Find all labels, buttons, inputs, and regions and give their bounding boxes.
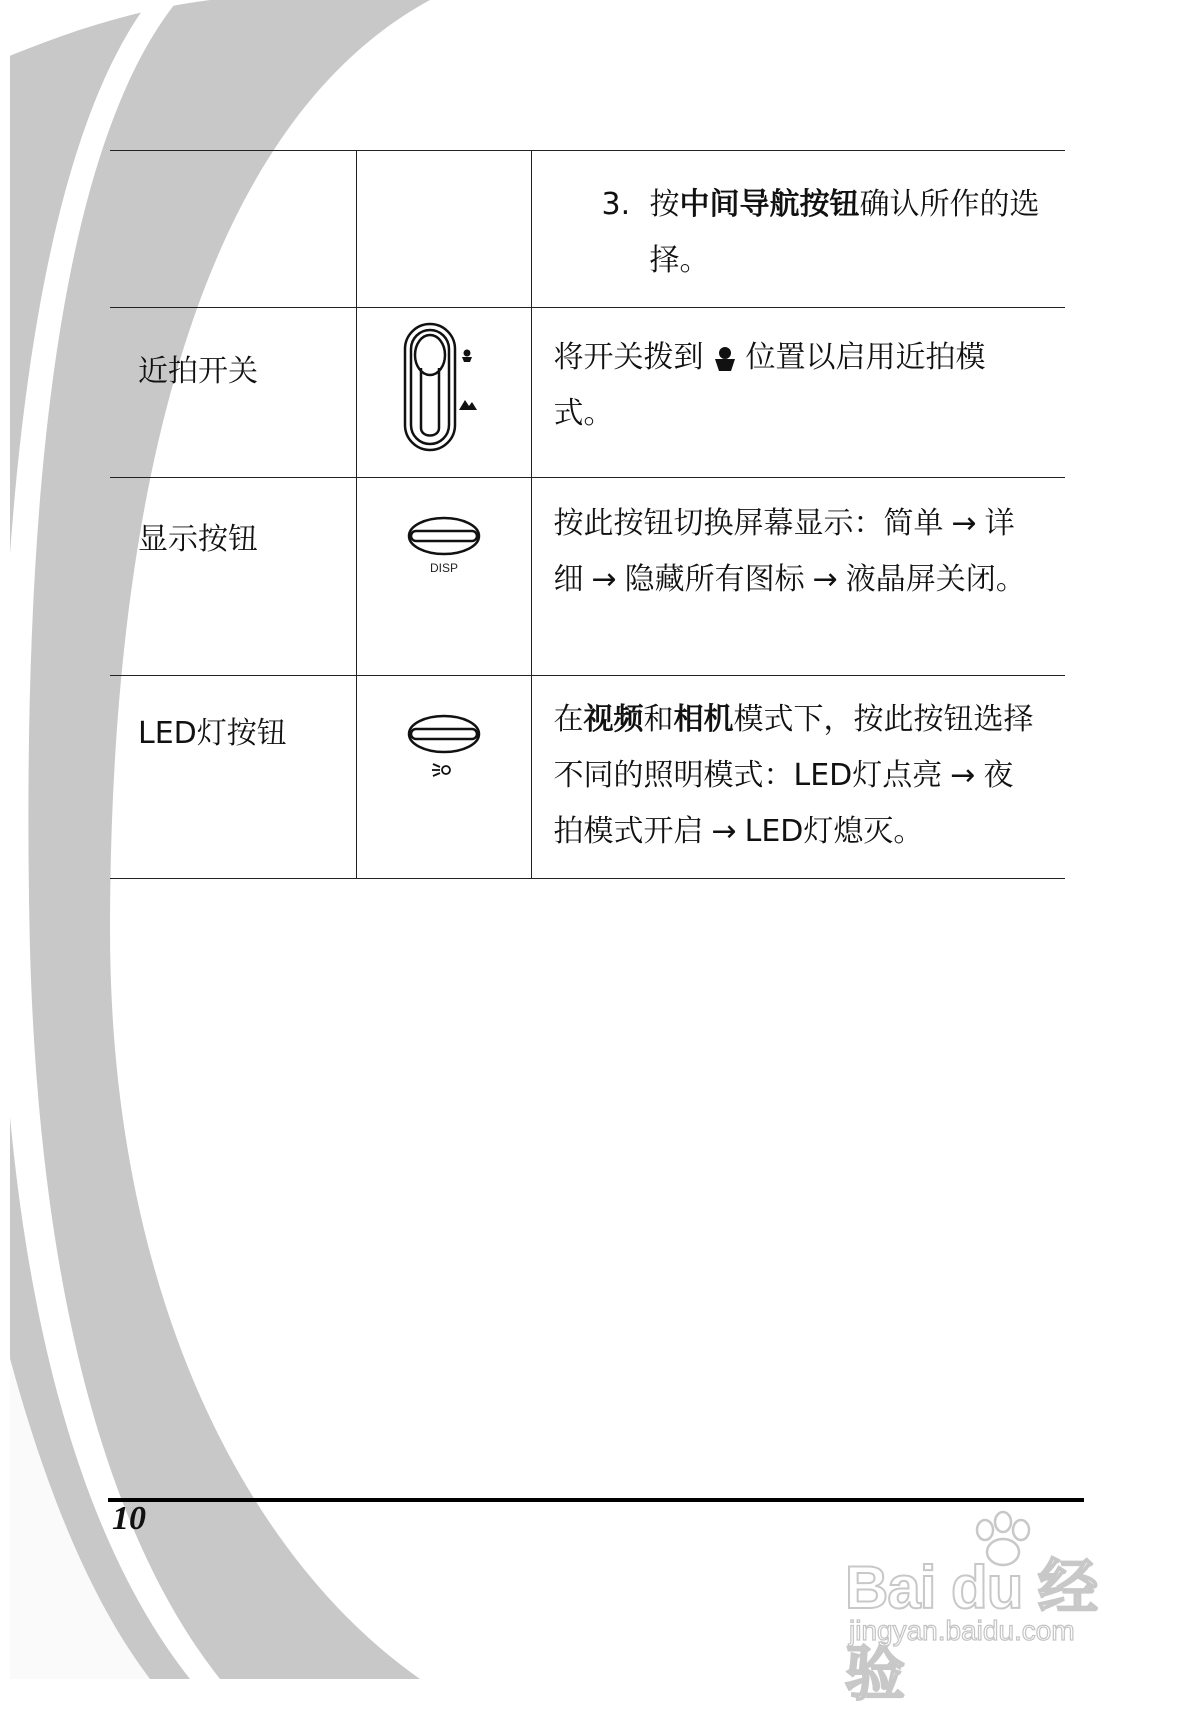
- description-text: 按: [649, 187, 680, 222]
- led-button-icon: [399, 714, 489, 794]
- mountain-icon: [459, 400, 477, 410]
- emphasis-text: 中间导航按钮: [679, 187, 860, 222]
- description-text: 夜拍模式开启: [553, 758, 1014, 849]
- led-light-icon: [432, 764, 450, 776]
- description-text: 将开关拨到: [553, 340, 704, 375]
- control-description: [531, 676, 1065, 879]
- description-text: 隐藏所有图标: [624, 562, 805, 597]
- description-text: 液晶屏关闭。: [845, 562, 1026, 597]
- table-row: [110, 478, 1065, 676]
- arrow-icon: →: [950, 758, 976, 793]
- emphasis-text: 视频: [583, 702, 644, 737]
- description-text: 模式下，按此按钮选择不同的照明模式：LED灯点亮: [553, 702, 1034, 793]
- description-text: 位置以启用近拍模式。: [553, 340, 986, 431]
- control-name: LED灯按钮: [110, 676, 356, 879]
- table-row: [110, 676, 1065, 879]
- description-text: LED灯熄灭。: [744, 814, 924, 849]
- watermark-url: jingyan.baidu.com: [849, 1615, 1075, 1646]
- macro-switch-icon: [399, 320, 489, 458]
- table-row: [110, 308, 1065, 478]
- arrow-icon: →: [591, 562, 617, 597]
- step-number: 3.: [601, 187, 631, 222]
- control-description: [531, 478, 1065, 676]
- description-text: 确认所作的选择。: [649, 187, 1040, 278]
- arrow-icon: →: [812, 562, 838, 597]
- control-icon-cell: [356, 308, 531, 478]
- flower-icon: [462, 350, 472, 363]
- control-icon-cell: [356, 478, 531, 676]
- table-row: [110, 151, 1065, 308]
- disp-label: DISP: [429, 561, 458, 575]
- watermark-logo: Bai du 经验: [845, 1554, 1098, 1707]
- description-text: 按此按钮切换屏幕显示：简单: [553, 506, 944, 541]
- control-description: [531, 308, 1065, 478]
- description-text: 和: [643, 702, 674, 737]
- description-text: 在: [553, 702, 584, 737]
- footer-rule: [108, 1498, 1084, 1502]
- watermark: [845, 1510, 1125, 1707]
- controls-table: [110, 150, 1065, 879]
- step-text: [650, 177, 1044, 289]
- numbered-step: [554, 177, 1044, 289]
- control-icon-cell: [356, 151, 531, 308]
- flower-icon: [712, 345, 738, 373]
- emphasis-text: 相机: [673, 702, 734, 737]
- arrow-icon: →: [951, 506, 977, 541]
- control-name-cell: [110, 151, 356, 308]
- control-name: 显示按钮: [110, 478, 356, 676]
- control-description: [531, 151, 1065, 308]
- control-icon-cell: [356, 676, 531, 879]
- arrow-icon: →: [711, 814, 737, 849]
- page-number: 10: [112, 1500, 146, 1537]
- disp-button-icon: [399, 516, 489, 586]
- control-name: 近拍开关: [110, 308, 356, 478]
- description-text: 详细: [553, 506, 1015, 597]
